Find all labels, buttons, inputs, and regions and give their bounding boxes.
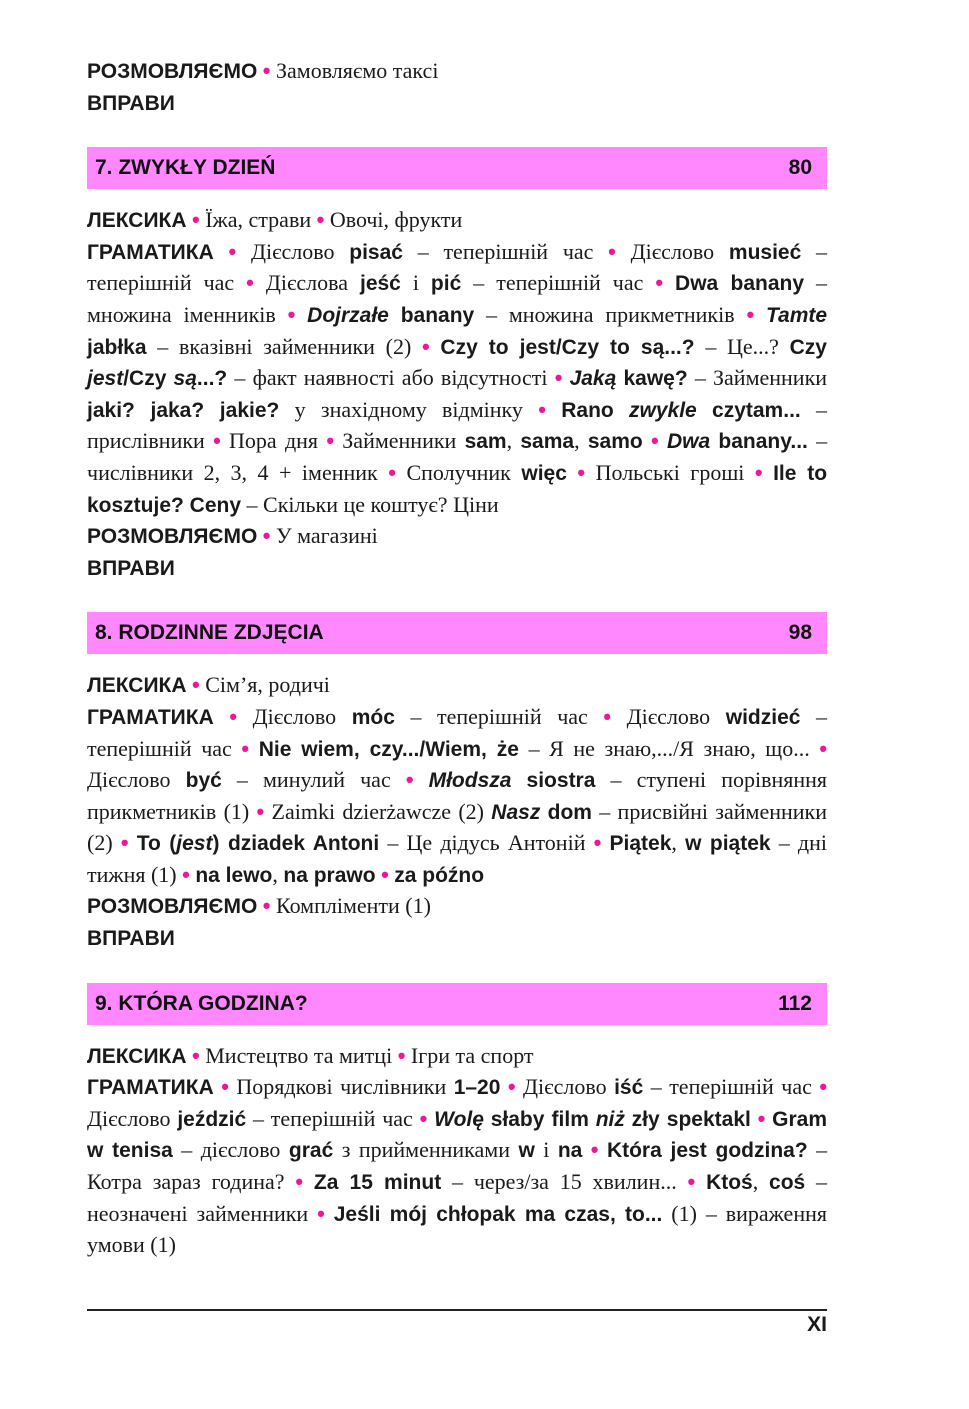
bullet-icon: • — [295, 1169, 304, 1195]
lexis-label: ЛЕКСИКА — [87, 1044, 187, 1068]
text-fragment: – Скільки це коштує? Ціни — [246, 491, 499, 517]
lexis-item: Ігри та спорт — [410, 1042, 534, 1068]
bullet-icon: • — [603, 703, 612, 729]
bullet-icon: • — [246, 270, 254, 296]
bullet-icon: • — [228, 238, 237, 264]
bullet-icon: • — [388, 459, 396, 485]
text-fragment: Rano — [561, 398, 614, 422]
lexis-item: Їжа, страви — [205, 207, 312, 233]
text-fragment: Dwa banany — [675, 272, 805, 296]
exercises-label: ВПРАВИ — [87, 91, 175, 115]
bullet-icon: • — [262, 893, 271, 919]
text-fragment: Дієслово — [87, 767, 171, 793]
bullet-icon: • — [608, 238, 616, 264]
footer-rule — [87, 1309, 827, 1311]
bullet-icon: • — [746, 301, 755, 327]
text-fragment: Dojrzałe — [307, 303, 389, 327]
bullet-icon: • — [192, 207, 200, 233]
bullet-icon: • — [507, 1074, 516, 1100]
grammar-label: ГРАМАТИКА — [87, 1076, 214, 1100]
text-fragment: Nasz — [491, 800, 541, 824]
text-fragment: To ( — [136, 832, 177, 856]
intro-talk-line — [87, 56, 827, 88]
bullet-icon: • — [192, 672, 200, 698]
text-fragment: banany — [400, 303, 475, 327]
text-fragment: – вказівні займенники (2) — [157, 333, 412, 359]
section-header-8[interactable] — [87, 612, 827, 654]
s7-grammar: ГРАМАТИКА • Дієслово pisać – теперішній час • Дієслово musieć – теперішній час • Дієслова jeść і pić – теперішній час • Dwa banany – множина іменників • Dojrzałe banany – множина прикметників • Tamte jabłka – вказівні займенники (2) • Czy to jest/Czy to są...? – Це...? Czy jest/Czy są...? – факт наявності або відсутності • Jaką kawę? – Займенники jaki? jaka? jakie? у знахідному відмінку • Rano zwykle czytam... – прислівники • Пора дня • Займенники sam, sama, samo • Dwa banany... – числівники 2, 3, 4 + іменник • Сполучник więc • Польські гроші • Ile to kosztuje? Ceny – Скільки це коштує? Ціни — [87, 238, 828, 517]
page-number: XI — [807, 1313, 827, 1336]
text-fragment: – дні тижня (1) — [87, 830, 828, 887]
s9-grammar: ГРАМАТИКА • Порядкові числівники 1–20 • Дієслово iść – теперішній час • Дієслово jeździć – теперішній час • Wolę słaby film niż zły spektakl • Gram w tenisa – дієслово grać з прийменниками w i na • Która jest godzina? – Котра зараз година? • Za 15 minut – через/за 15 хвилин... • Ktoś, coś – неозначені займенники • Jeśli mój chłopak ma czas, to... (1) – вираження умови (1) — [87, 1074, 828, 1258]
bullet-icon: • — [229, 703, 238, 729]
bullet-icon: • — [381, 861, 389, 887]
lexis-item: Мистецтво та митці — [205, 1042, 393, 1068]
bullet-icon: • — [262, 523, 271, 549]
text-fragment: jeść — [359, 272, 401, 296]
bullet-icon: • — [577, 459, 586, 485]
bullet-icon: • — [192, 1042, 200, 1068]
text-fragment: Gram w tenisa — [87, 1107, 828, 1163]
text-fragment: – Котра зараз година? — [87, 1137, 828, 1195]
bullet-icon: • — [326, 428, 335, 454]
bullet-icon: • — [397, 1042, 406, 1068]
bullet-icon: • — [422, 333, 430, 359]
text-fragment: samo — [587, 430, 643, 454]
text-fragment: Польські гроші — [595, 459, 745, 485]
section-header-9[interactable] — [87, 983, 827, 1025]
text-fragment: – дієслово — [181, 1137, 281, 1163]
text-fragment: jeździć — [177, 1107, 247, 1131]
exercises-label: ВПРАВИ — [87, 927, 175, 951]
text-fragment: Zaimki dzierżawcze (2) — [271, 798, 484, 824]
text-fragment: – теперішній час — [473, 270, 644, 296]
text-fragment: – Це дідусь Антоній — [387, 830, 586, 856]
intro-exercises — [87, 88, 827, 120]
text-fragment: (1) – вираження умови (1) — [87, 1200, 827, 1258]
text-fragment: – присвійні займенники (2) — [87, 798, 828, 856]
text-fragment: – ступені порівняння прикметників (1) — [87, 767, 828, 824]
text-fragment: – факт наявності або відсутності — [234, 365, 548, 391]
text-fragment: zwykle — [629, 398, 697, 422]
bullet-icon: • — [819, 735, 828, 761]
section-page: 112 — [778, 991, 812, 1015]
text-fragment: na — [557, 1139, 583, 1163]
text-fragment: – числівники 2, 3, 4 + іменник — [87, 428, 828, 485]
text-fragment: – теперішній час — [253, 1105, 413, 1131]
text-fragment: banany... — [718, 430, 808, 454]
bullet-icon: • — [593, 830, 602, 856]
grammar-label: ГРАМАТИКА — [87, 240, 214, 264]
text-fragment: Дієслово — [626, 703, 711, 729]
section-title: 8. RODZINNE ZDJĘCIA — [95, 621, 324, 645]
text-fragment: słaby film — [490, 1107, 589, 1131]
text-fragment: – теперішній час — [87, 703, 827, 761]
lexis-item: Овочі, фрукти — [329, 207, 463, 233]
grammar-label: ГРАМАТИКА — [87, 705, 214, 729]
text-fragment: Wolę — [434, 1107, 484, 1131]
text-fragment: Порядкові числівники — [236, 1074, 447, 1100]
text-fragment: musieć — [728, 240, 802, 264]
s8-exercises — [87, 923, 827, 955]
s7-talk — [87, 521, 827, 553]
text-fragment: – минулий час — [236, 767, 391, 793]
bullet-icon: • — [405, 767, 414, 793]
text-fragment: – множина іменників — [87, 270, 828, 327]
s8-grammar: ГРАМАТИКА • Дієслово móc – теперішній час • Дієслово widzieć – теперішній час • Nie wiem, czy.../Wiem, że – Я не знаю,.../Я знаю, що... • Дієслово być – минулий час • Młodsza siostra – ступені порівняння прикметників (1) • Zaimki dzierżawcze (2) Nasz dom – присвійні займенники (2) • To (jest) dziadek Antoni – Це дідусь Антоній • Piątek, w piątek – дні тижня (1) • na lewo, na prawo • za późno — [87, 703, 828, 887]
text-fragment: ...? — [196, 367, 228, 391]
text-fragment: dom — [547, 800, 592, 824]
s7-exercises — [87, 553, 827, 585]
lexis-label: ЛЕКСИКА — [87, 674, 187, 698]
talk-label: РОЗМОВЛЯЄМО — [87, 60, 258, 83]
bullet-icon: • — [754, 459, 763, 485]
text-fragment: Займенники — [342, 428, 457, 454]
text-fragment: na prawo — [283, 863, 376, 887]
text-fragment: – теперішній час — [650, 1074, 812, 1100]
text-fragment: Сполучник — [406, 459, 511, 485]
text-fragment: jest — [176, 832, 213, 856]
text-fragment: Tamte — [765, 303, 828, 327]
text-fragment: /Czy — [123, 367, 167, 391]
bullet-icon: • — [182, 861, 190, 887]
bullet-icon: • — [262, 58, 271, 83]
text-fragment: i — [543, 1137, 550, 1163]
bullet-icon: • — [256, 798, 265, 824]
text-fragment: Nie wiem, czy.../Wiem, że — [258, 737, 519, 761]
text-fragment: Piątek — [609, 832, 672, 856]
text-fragment: – теперішній час — [417, 238, 594, 264]
bullet-icon: • — [538, 396, 546, 422]
text-fragment: Dwa — [666, 430, 711, 454]
section-page: 80 — [788, 156, 812, 180]
bullet-icon: • — [655, 270, 664, 296]
text-fragment: w — [518, 1139, 535, 1163]
s9-lexis — [87, 1041, 827, 1073]
s8-lexis — [87, 670, 827, 702]
section-title: 7. ZWYKŁY DZIEŃ — [95, 156, 276, 180]
text-fragment: w piątek — [685, 832, 771, 856]
section-page: 98 — [788, 621, 812, 645]
text-fragment: coś — [769, 1171, 806, 1195]
text-fragment: – теперішній час — [410, 703, 588, 729]
text-fragment: Дієслово — [250, 238, 335, 264]
text-fragment: siostra — [526, 769, 596, 793]
exercises-label: ВПРАВИ — [87, 556, 175, 580]
text-fragment: Jaką — [569, 367, 617, 391]
section-header-7[interactable] — [87, 147, 827, 189]
section-title: 9. KTÓRA GODZINA? — [95, 991, 308, 1015]
text-fragment: więc — [521, 461, 567, 485]
text-fragment: iść — [614, 1076, 644, 1100]
text-fragment: – неозначені займенники — [87, 1169, 828, 1226]
text-fragment: Дієслово — [630, 238, 715, 264]
talk-label: РОЗМОВЛЯЄМО — [87, 895, 258, 919]
talk-topic: У магазині — [276, 523, 378, 549]
text-fragment: – Це...? — [705, 333, 779, 359]
bullet-icon: • — [316, 207, 325, 233]
text-fragment: Za 15 minut — [313, 1171, 442, 1195]
text-fragment: Пора дня — [229, 428, 319, 454]
talk-label: РОЗМОВЛЯЄМО — [87, 525, 258, 549]
bullet-icon: • — [221, 1074, 229, 1100]
text-fragment: sama — [520, 430, 575, 454]
text-fragment: móc — [351, 705, 395, 729]
text-fragment: jest — [87, 367, 124, 391]
text-fragment: jabłka — [87, 335, 147, 359]
text-fragment: – Я не знаю,.../Я знаю, що... — [528, 735, 810, 761]
text-fragment: Młodsza — [428, 769, 512, 793]
text-fragment: ) dziadek Antoni — [212, 832, 380, 856]
text-fragment: grać — [288, 1139, 334, 1163]
bullet-icon: • — [554, 365, 563, 391]
text-fragment: Ktoś — [706, 1171, 753, 1195]
text-fragment: – теперішній час — [87, 238, 828, 296]
text-fragment: być — [185, 769, 222, 793]
text-fragment: na lewo — [195, 863, 273, 887]
text-fragment: – прислівники — [87, 396, 828, 454]
talk-topic: Компліменти (1) — [276, 893, 431, 919]
bullet-icon: • — [213, 428, 221, 454]
text-fragment: – Займенники — [694, 365, 828, 391]
bullet-icon: • — [287, 301, 296, 327]
text-fragment: niż — [595, 1107, 625, 1131]
text-fragment: za późno — [394, 863, 485, 887]
lexis-label: ЛЕКСИКА — [87, 209, 187, 233]
text-fragment: – множина прикметників — [486, 301, 735, 327]
s7-lexis — [87, 205, 827, 237]
text-fragment: Дієслово — [523, 1074, 607, 1100]
bullet-icon: • — [757, 1105, 766, 1131]
text-fragment: Дієслово — [252, 703, 337, 729]
text-fragment: kawę? — [623, 367, 688, 391]
text-fragment: Czy to jest/Czy to są...? — [440, 335, 695, 359]
text-fragment: pisać — [349, 240, 403, 264]
lexis-item: Сім’я, родичі — [205, 672, 330, 698]
bullet-icon: • — [819, 1074, 828, 1100]
bullet-icon: • — [590, 1137, 599, 1163]
bullet-icon: • — [687, 1169, 696, 1195]
text-fragment: pić — [430, 272, 462, 296]
text-fragment: sam — [464, 430, 507, 454]
text-fragment: Дієслово — [87, 1105, 171, 1131]
text-fragment: zły spektakl — [631, 1107, 751, 1131]
text-fragment: czytam... — [712, 398, 801, 422]
text-fragment: з прийменниками — [341, 1137, 510, 1163]
s8-talk — [87, 891, 827, 923]
text-fragment: Czy — [789, 335, 827, 359]
text-fragment: jaki? jaka? jakie? — [87, 398, 280, 422]
bullet-icon: • — [120, 830, 129, 856]
text-fragment: – через/за 15 хвилин... — [452, 1169, 677, 1195]
text-fragment: widzieć — [725, 705, 801, 729]
text-fragment: Jeśli mój chłopak ma czas, to... — [333, 1202, 663, 1226]
text-fragment: і — [412, 270, 419, 296]
text-fragment: Która jest godzina? — [606, 1139, 808, 1163]
text-fragment: у знахідному відмінку — [294, 396, 523, 422]
text-fragment: Ile to kosztuje? Ceny — [87, 461, 828, 517]
bullet-icon: • — [241, 735, 250, 761]
talk-topic: Замовляємо таксі — [276, 58, 439, 83]
bullet-icon: • — [317, 1200, 325, 1226]
text-fragment: 1–20 — [453, 1076, 501, 1100]
bullet-icon: • — [650, 428, 659, 454]
text-fragment: są — [173, 367, 197, 391]
table-of-contents — [87, 56, 827, 1261]
bullet-icon: • — [419, 1105, 428, 1131]
text-fragment: Дієслова — [265, 270, 349, 296]
